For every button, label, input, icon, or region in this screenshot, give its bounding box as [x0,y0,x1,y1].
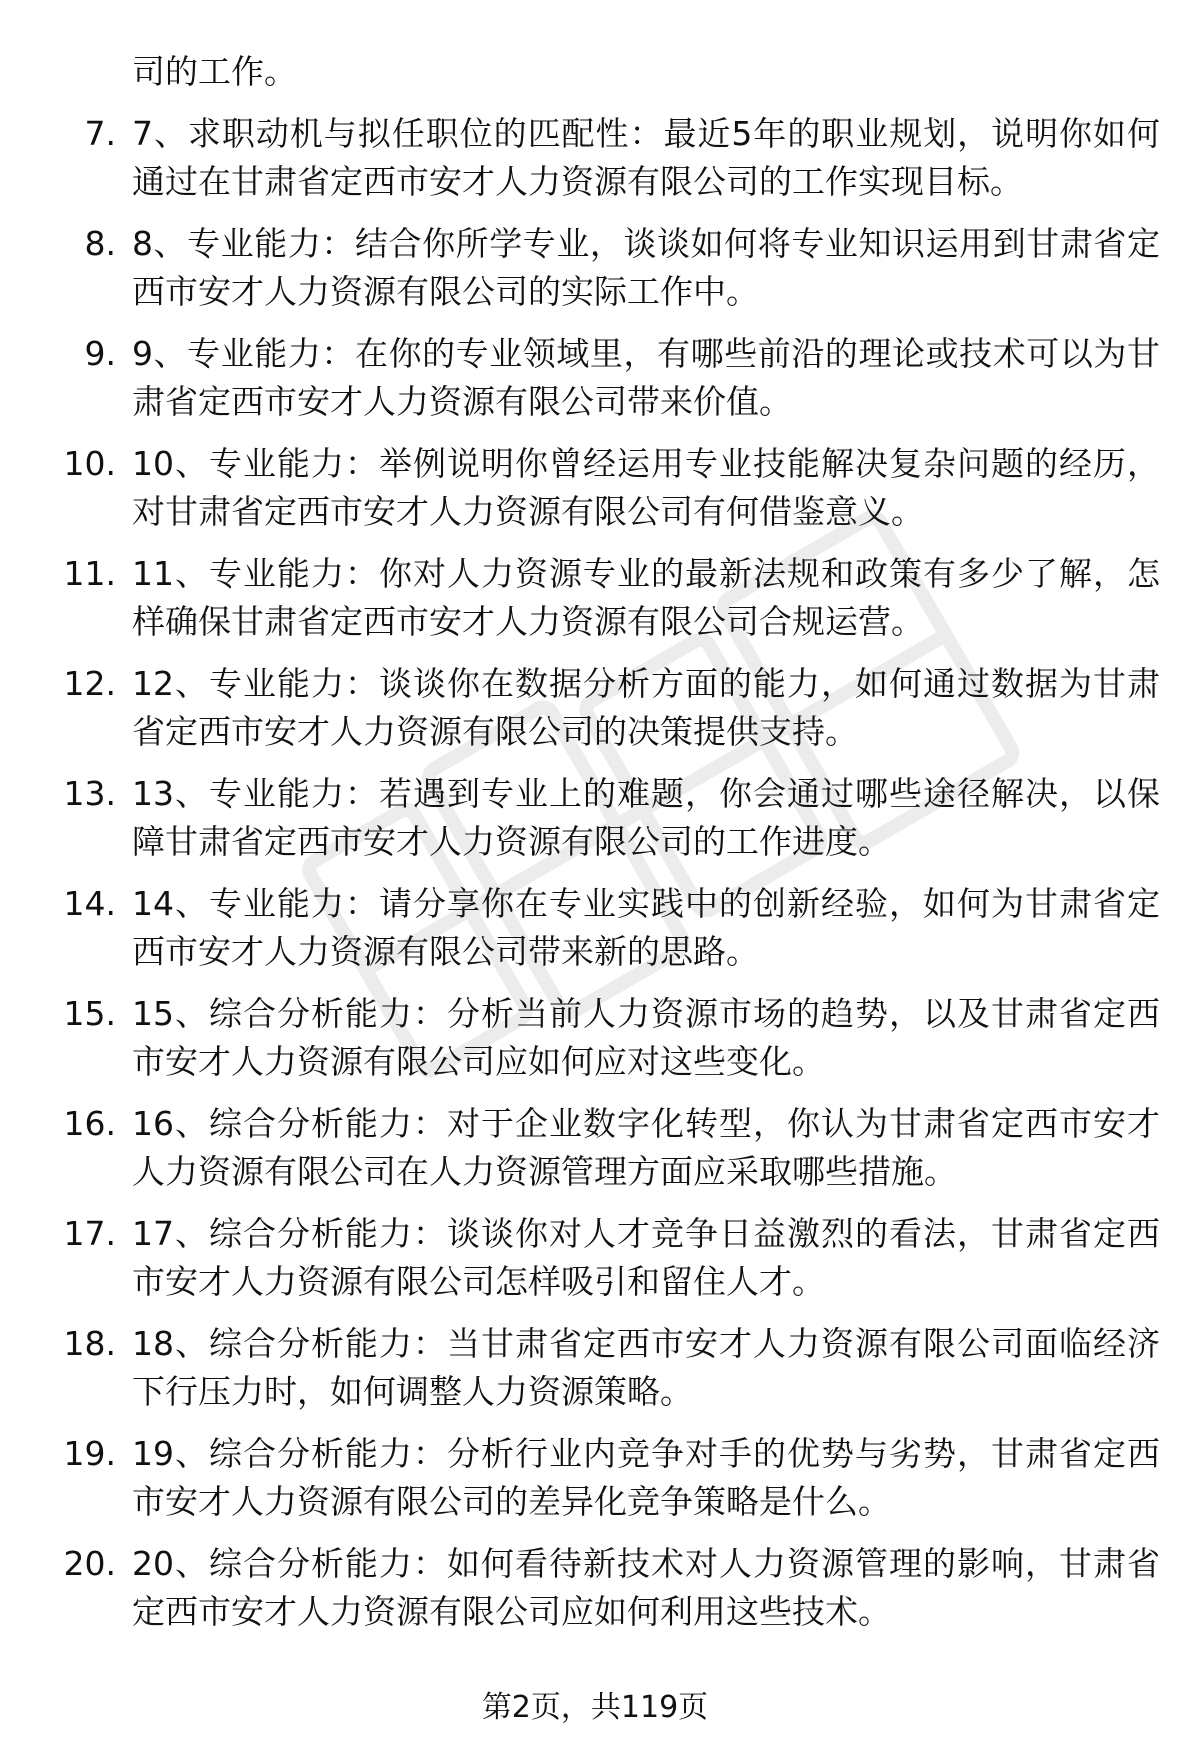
item-number: 16. [63,1104,116,1143]
list-item [0,440,1160,536]
item-text: 11、专业能力：你对人力资源专业的最新法规和政策有多少了解，怎样确保甘肃省定西市安才人力资源有限公司合规运营。 [132,554,1160,641]
list-item [0,110,1160,206]
list-item [0,1540,1160,1636]
item-number: 14. [63,884,116,923]
list-item [0,1320,1160,1416]
item-number: 11. [63,554,116,593]
item-text: 18、综合分析能力：当甘肃省定西市安才人力资源有限公司面临经济下行压力时，如何调整人力资源策略。 [132,1324,1160,1411]
list-item [0,550,1160,646]
item-text: 12、专业能力：谈谈你在数据分析方面的能力，如何通过数据为甘肃省定西市安才人力资源有限公司的决策提供支持。 [132,664,1160,751]
item-text: 17、综合分析能力：谈谈你对人才竞争日益激烈的看法，甘肃省定西市安才人力资源有限公司怎样吸引和留住人才。 [132,1214,1160,1301]
list-item [0,770,1160,866]
item-text: 16、综合分析能力：对于企业数字化转型，你认为甘肃省定西市安才人力资源有限公司在人力资源管理方面应采取哪些措施。 [132,1104,1160,1191]
item-number: 19. [63,1434,116,1473]
list-item [0,1430,1160,1526]
item-number: 13. [63,774,116,813]
list-item [0,1210,1160,1306]
list-item [0,990,1160,1086]
item-number: 20. [63,1544,116,1583]
list-item [0,1100,1160,1196]
item-number: 10. [63,444,116,483]
item-number: 9. [84,334,116,373]
list-item [0,880,1160,976]
item-text: 10、专业能力：举例说明你曾经运用专业技能解决复杂问题的经历，对甘肃省定西市安才人力资源有限公司有何借鉴意义。 [132,444,1160,531]
item-text: 19、综合分析能力：分析行业内竞争对手的优势与劣势，甘肃省定西市安才人力资源有限公司的差异化竞争策略是什么。 [132,1434,1160,1521]
page-footer: 第2页，共119页 [481,1690,709,1725]
item-number: 17. [63,1214,116,1253]
question-list [0,110,1160,1650]
item-text: 20、综合分析能力：如何看待新技术对人力资源管理的影响，甘肃省定西市安才人力资源有限公司应如何利用这些技术。 [132,1544,1160,1631]
item-number: 15. [63,994,116,1033]
item-text: 7、求职动机与拟任职位的匹配性：最近5年的职业规划，说明你如何通过在甘肃省定西市安才人力资源有限公司的工作实现目标。 [132,114,1160,201]
item-number: 18. [63,1324,116,1363]
continuation-text: 司的工作。 [132,52,297,91]
item-text: 14、专业能力：请分享你在专业实践中的创新经验，如何为甘肃省定西市安才人力资源有限公司带来新的思路。 [132,884,1160,971]
item-number: 8. [84,224,116,263]
item-text: 13、专业能力：若遇到专业上的难题，你会通过哪些途径解决，以保障甘肃省定西市安才人力资源有限公司的工作进度。 [132,774,1160,861]
item-text: 15、综合分析能力：分析当前人力资源市场的趋势，以及甘肃省定西市安才人力资源有限公司应如何应对这些变化。 [132,994,1160,1081]
item-text: 9、专业能力：在你的专业领域里，有哪些前沿的理论或技术可以为甘肃省定西市安才人力资源有限公司带来价值。 [132,334,1160,421]
item-number: 7. [84,114,116,153]
list-item [0,220,1160,316]
list-item [0,660,1160,756]
list-item [0,330,1160,426]
item-number: 12. [63,664,116,703]
item-text: 8、专业能力：结合你所学专业，谈谈如何将专业知识运用到甘肃省定西市安才人力资源有限公司的实际工作中。 [132,224,1160,311]
